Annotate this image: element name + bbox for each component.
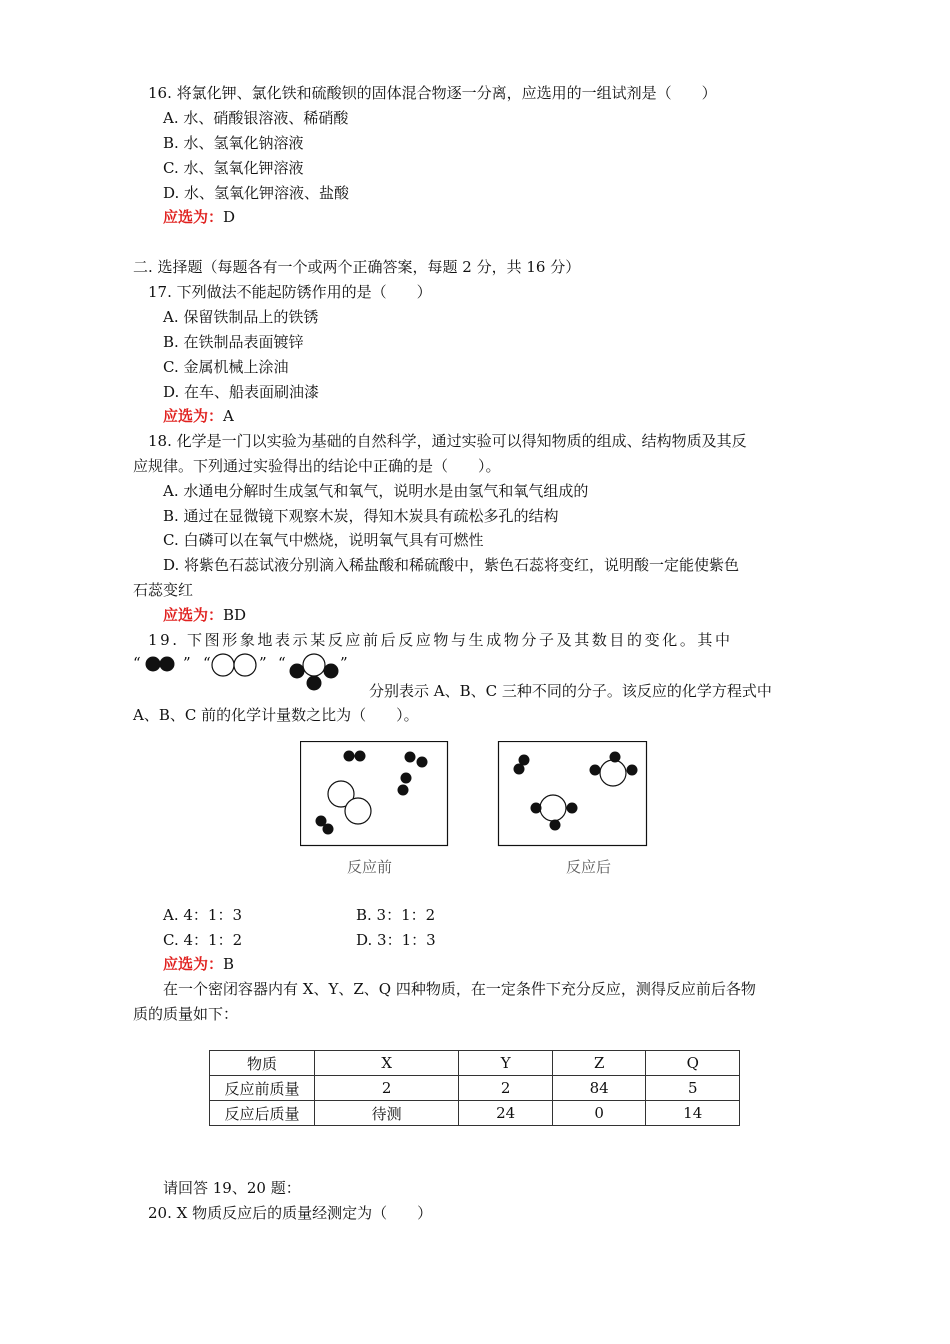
q19-stem-line1: 19. 下图形象地表示某反应前后反应物与生成物分子及其数目的变化。其中: [148, 631, 733, 649]
q18-option-c: C. 白磷可以在氧气中燃烧，说明氧气具有可燃性: [163, 531, 484, 549]
row-label: 反应后质量: [210, 1101, 315, 1126]
table-cell: 待测: [315, 1101, 459, 1126]
section-heading: 二. 选择题（每题各有一个或两个正确答案，每题 2 分，共 16 分）: [133, 258, 581, 276]
molecule-b-legend: [211, 652, 259, 678]
q16-option-c: C. 水、氢氧化钾溶液: [163, 159, 304, 177]
answer-label: 应选为：: [163, 407, 224, 425]
q19-stem-line3: 分别表示 A、B、C 三种不同的分子。该反应的化学方程式中: [369, 682, 772, 700]
answer-label: 应选为：: [163, 606, 224, 624]
quote-open-c: “: [278, 654, 286, 672]
q18-option-b: B. 通过在显微镜下观察木炭，得知木炭具有疏松多孔的结构: [163, 507, 559, 525]
q17-answer: [163, 406, 234, 426]
q17-option-d: D. 在车、船表面刷油漆: [163, 383, 320, 401]
quote-close-b: ”: [259, 654, 267, 672]
header-cell: 物质: [210, 1051, 315, 1076]
table-cell: 0: [552, 1101, 646, 1126]
molecule-c-legend: [287, 652, 343, 694]
q18-stem-line1: 18. 化学是一门以实验为基础的自然科学，通过实验可以得知物质的组成、结构物质及其反: [148, 432, 747, 450]
q20-stem: 20. X 物质反应后的质量经测定为（ ）: [148, 1204, 433, 1222]
answer-value: A: [223, 407, 234, 425]
q16-option-d: D. 水、氢氧化钾溶液、盐酸: [163, 184, 350, 202]
answer-value: D: [223, 208, 236, 226]
intro-line1: 在一个密闭容器内有 X、Y、Z、Q 四种物质，在一定条件下充分反应，测得反应前后各物: [163, 980, 756, 998]
row-label: 反应前质量: [210, 1076, 315, 1101]
q17-option-c: C. 金属机械上涂油: [163, 358, 289, 376]
q19-answer: [163, 954, 234, 974]
molecule-a-legend: [143, 654, 179, 674]
q16-answer: [163, 207, 235, 227]
q18-option-a: A. 水通电分解时生成氢气和氧气，说明水是由氢气和氧气组成的: [163, 482, 589, 500]
header-cell: X: [315, 1051, 459, 1076]
caption-after: 反应后: [566, 858, 612, 876]
q18-option-d-line1: D. 将紫色石蕊试液分别滴入稀盐酸和稀硫酸中，紫色石蕊将变红，说明酸一定能使紫色: [163, 556, 740, 574]
quote-open-a: “: [133, 654, 141, 672]
answer-label: 应选为：: [163, 208, 224, 226]
quote-close-a: ”: [183, 654, 191, 672]
after-reaction-diagram: [497, 741, 649, 847]
answer-value: BD: [223, 606, 247, 624]
q16-option-b: B. 水、氢氧化钠溶液: [163, 134, 304, 152]
table-cell: 24: [459, 1101, 553, 1126]
q16-stem: 16. 将氯化钾、氯化铁和硫酸钡的固体混合物逐一分离，应选用的一组试剂是（ ）: [148, 84, 717, 102]
q19-option-b: B. 3：1：2: [356, 906, 436, 924]
table-cell: 2: [315, 1076, 459, 1101]
q19-stem-line4: A、B、C 前的化学计量数之比为（ ）。: [133, 706, 419, 724]
q18-stem-line2: 应规律。下列通过实验得出的结论中正确的是（ ）。: [133, 457, 501, 475]
answer-prompt: 请回答 19、20 题：: [163, 1179, 301, 1197]
intro-line2: 质的质量如下：: [133, 1005, 239, 1023]
q17-option-b: B. 在铁制品表面镀锌: [163, 333, 304, 351]
table-row: [210, 1076, 740, 1101]
answer-value: B: [223, 955, 235, 973]
table-cell: 14: [646, 1101, 740, 1126]
table-cell: 2: [459, 1076, 553, 1101]
answer-label: 应选为：: [163, 955, 224, 973]
table-cell: 84: [552, 1076, 646, 1101]
before-reaction-diagram: [300, 741, 449, 847]
q19-option-c: C. 4：1：2: [163, 931, 243, 949]
header-cell: Y: [459, 1051, 553, 1076]
q18-answer: [163, 605, 246, 625]
table-cell: 5: [646, 1076, 740, 1101]
q19-option-a: A. 4：1：3: [163, 906, 242, 924]
mass-table: [209, 1050, 740, 1126]
header-cell: Q: [646, 1051, 740, 1076]
header-cell: Z: [552, 1051, 646, 1076]
q17-option-a: A. 保留铁制品上的铁锈: [163, 308, 319, 326]
q19-option-d: D. 3：1：3: [356, 931, 436, 949]
quote-open-b: “: [203, 654, 211, 672]
q18-option-d-line2: 石蕊变红: [133, 581, 194, 599]
table-row: [210, 1101, 740, 1126]
quote-close-c: ”: [340, 654, 348, 672]
q17-stem: 17. 下列做法不能起防锈作用的是（ ）: [148, 283, 432, 301]
caption-before: 反应前: [347, 858, 393, 876]
q16-option-a: A. 水、硝酸银溶液、稀硝酸: [163, 109, 349, 127]
table-header-row: [210, 1051, 740, 1076]
